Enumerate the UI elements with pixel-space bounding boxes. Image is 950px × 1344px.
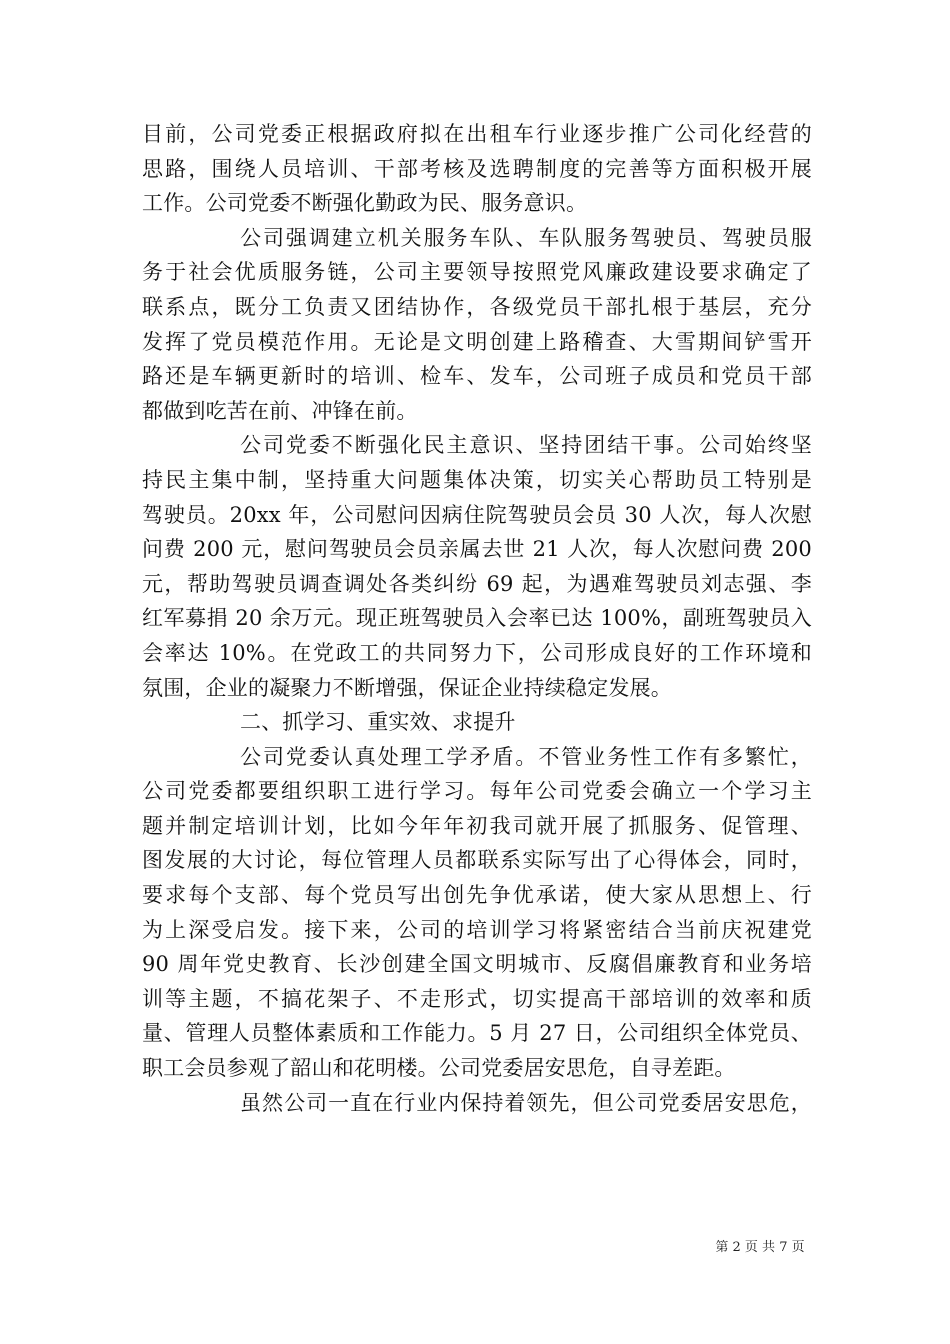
text-line: 职工会员参观了韶山和花明楼。公司党委居安思危，自寻差距。 <box>142 1056 736 1081</box>
body-text <box>142 117 812 1120</box>
text-line: 持民主集中制，坚持重大问题集体决策，切实关心帮助员工特别是 <box>142 467 812 492</box>
text-line: 目前，公司党委正根据政府拟在出租车行业逐步推广公司化经营的 <box>142 122 812 146</box>
text-line: 公司党委不断强化民主意识、坚持团结干事。公司始终坚 <box>240 433 812 458</box>
text-line: 公司党委认真处理工学矛盾。不管业务性工作有多繁忙， <box>240 744 812 769</box>
text-line: 虽然公司一直在行业内保持着领先，但公司党委居安思危， <box>240 1090 812 1115</box>
text-line: 为上深受启发。接下来，公司的培训学习将紧密结合当前庆祝建党 <box>142 917 812 942</box>
text-line: 元，帮助驾驶员调查调处各类纠纷 69 起，为遇难驾驶员刘志强、李 <box>142 571 812 596</box>
text-line: 会率达 10%。在党政工的共同努力下，公司形成良好的工作环境和 <box>142 640 812 665</box>
text-line: 公司强调建立机关服务车队、车队服务驾驶员、驾驶员服 <box>240 225 812 250</box>
section-heading: 二、抓学习、重实效、求提升 <box>240 710 516 735</box>
text-line: 氛围，企业的凝聚力不断增强，保证企业持续稳定发展。 <box>142 675 672 700</box>
text-line: 量、管理人员整体素质和工作能力。5 月 27 日，公司组织全体党员、 <box>142 1021 812 1046</box>
text-line: 都做到吃苦在前、冲锋在前。 <box>142 398 418 423</box>
text-line: 务于社会优质服务链，公司主要领导按照党风廉政建设要求确定了 <box>142 260 812 285</box>
text-line: 题并制定培训计划，比如今年年初我司就开展了抓服务、促管理、 <box>142 813 812 838</box>
text-line: 工作。公司党委不断强化勤政为民、服务意识。 <box>142 191 588 216</box>
text-line: 公司党委都要组织职工进行学习。每年公司党委会确立一个学习主 <box>142 779 812 804</box>
text-line: 训等主题，不搞花架子、不走形式，切实提高干部培训的效率和质 <box>142 986 812 1011</box>
page-number: 第 2 页 共 7 页 <box>715 1240 805 1255</box>
text-line: 要求每个支部、每个党员写出创先争优承诺，使大家从思想上、行 <box>142 883 812 908</box>
text-line: 思路，围绕人员培训、干部考核及选聘制度的完善等方面积极开展 <box>142 156 812 181</box>
text-line: 90 周年党史教育、长沙创建全国文明城市、反腐倡廉教育和业务培 <box>142 952 812 977</box>
text-line: 红军募捐 20 余万元。现正班驾驶员入会率已达 100%，副班驾驶员入 <box>142 606 812 631</box>
text-line: 联系点，既分工负责又团结协作，各级党员干部扎根于基层，充分 <box>142 294 812 319</box>
text-line: 图发展的大讨论，每位管理人员都联系实际写出了心得体会，同时， <box>142 848 812 873</box>
text-line: 问费 200 元，慰问驾驶员会员亲属去世 21 人次，每人次慰问费 200 <box>142 537 812 562</box>
text-line: 路还是车辆更新时的培训、检车、发车，公司班子成员和党员干部 <box>142 364 812 389</box>
text-line: 驾驶员。20xx 年，公司慰问因病住院驾驶员会员 30 人次，每人次慰 <box>142 502 812 527</box>
text-line: 发挥了党员模范作用。无论是文明创建上路稽查、大雪期间铲雪开 <box>142 329 812 354</box>
